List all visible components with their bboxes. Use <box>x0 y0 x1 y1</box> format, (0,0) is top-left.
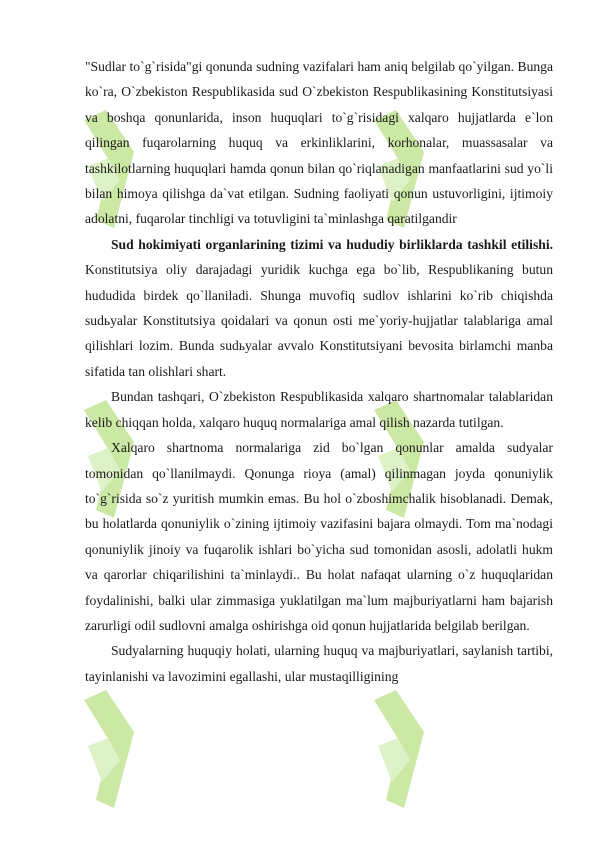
paragraph-text: Bundan tashqari, O`zbekiston Respublikasida xalqaro shartnomalar talablaridan kelib chiqqan holda, xalqaro huquq normalariga amal qilish nazarda tutilgan. <box>85 389 553 430</box>
watermark-arrow-icon <box>80 690 138 808</box>
paragraph-judges-status <box>85 638 553 689</box>
paragraph-court-system <box>85 232 553 384</box>
watermark-arrow-icon <box>370 690 428 808</box>
body-text <box>85 54 553 689</box>
paragraph-text: "Sudlar to`g`risida"gi qonunda sudning vazifalari ham aniq belgilab qo`yilgan. Bunga ko`ra, O`zbekiston Respublikasida sud O`zbekiston Respublikasining Konstitutsiyasi va boshqa qonunlarida, inson huquqlari to`g`risidagi xalqaro hujjatlarda e`lon qilingan fuqarolarning huquq va erkinliklarini, korhonalar, muassasalar va tashkilotlarning huquqlari hamda qonun bilan qo`riqlanadigan manfaatlarini sud yo`li bilan himoya qilishga da`vat etilgan. Sudning faoliyati qonun ustuvorligini, ijtimoiy adolatni, fuqarolar tinchligi va totuvligini ta`minlashga qaratilgandir <box>85 59 553 227</box>
paragraph-text: Konstitutsiya oliy darajadagi yuridik kuchga ega bo`lib, Respublikaning butun hududida birdek qo`llaniladi. Shunga muvofiq sudlov ishlarini ko`rib chiqishda sudьyalar Konstitutsiya qoidalari va qonun osti me`yoriy-hujjatlar talablariga amal qilishlari lozim. Bunda sudьyalar avvalo Konstitutsiyani bevosita birlamchi manba sifatida tan olishlari shart. <box>85 262 553 379</box>
paragraph-treaty-norms <box>85 435 553 638</box>
paragraph-sudlar-law <box>85 54 553 232</box>
paragraph-text: Sudyalarning huquqiy holati, ularning huquq va majburiyatlari, saylanish tartibi, tayinlanishi va lavozimini egallashi, ular mustaqilligining <box>85 643 553 684</box>
paragraph-international-law <box>85 384 553 435</box>
paragraph-text: Xalqaro shartnoma normalariga zid bo`lgan qonunlar amalda sudyalar tomonidan qo`llanilmaydi. Qonunga rioya (amal) qilinmagan joyda qonuniylik to`g`risida so`z yuritish mumkin emas. Bu hol o`zboshimchalik hisoblanadi. Demak, bu holatlarda qonuniylik o`zining ijtimoiy vazifasini bajara olmaydi. Tom ma`nodagi qonuniylik jinoiy va fuqarolik ishlari bo`yicha sud tomonidan asosli, adolatli hukm va qarorlar chiqarilishini ta`minlaydi.. Bu holat nafaqat ularning o`z huquqlaridan foydalinishi, balki ular zimmasiga yuklatilgan ma`lum majburiyatlarni ham bajarish zarurligi odil sudlovni amalga oshirishga oid qonun hujjatlarida belgilab berilgan. <box>85 440 553 633</box>
section-heading: Sud hokimiyati organlarining tizimi va hududiy birliklarda tashkil etilishi. <box>111 236 553 252</box>
